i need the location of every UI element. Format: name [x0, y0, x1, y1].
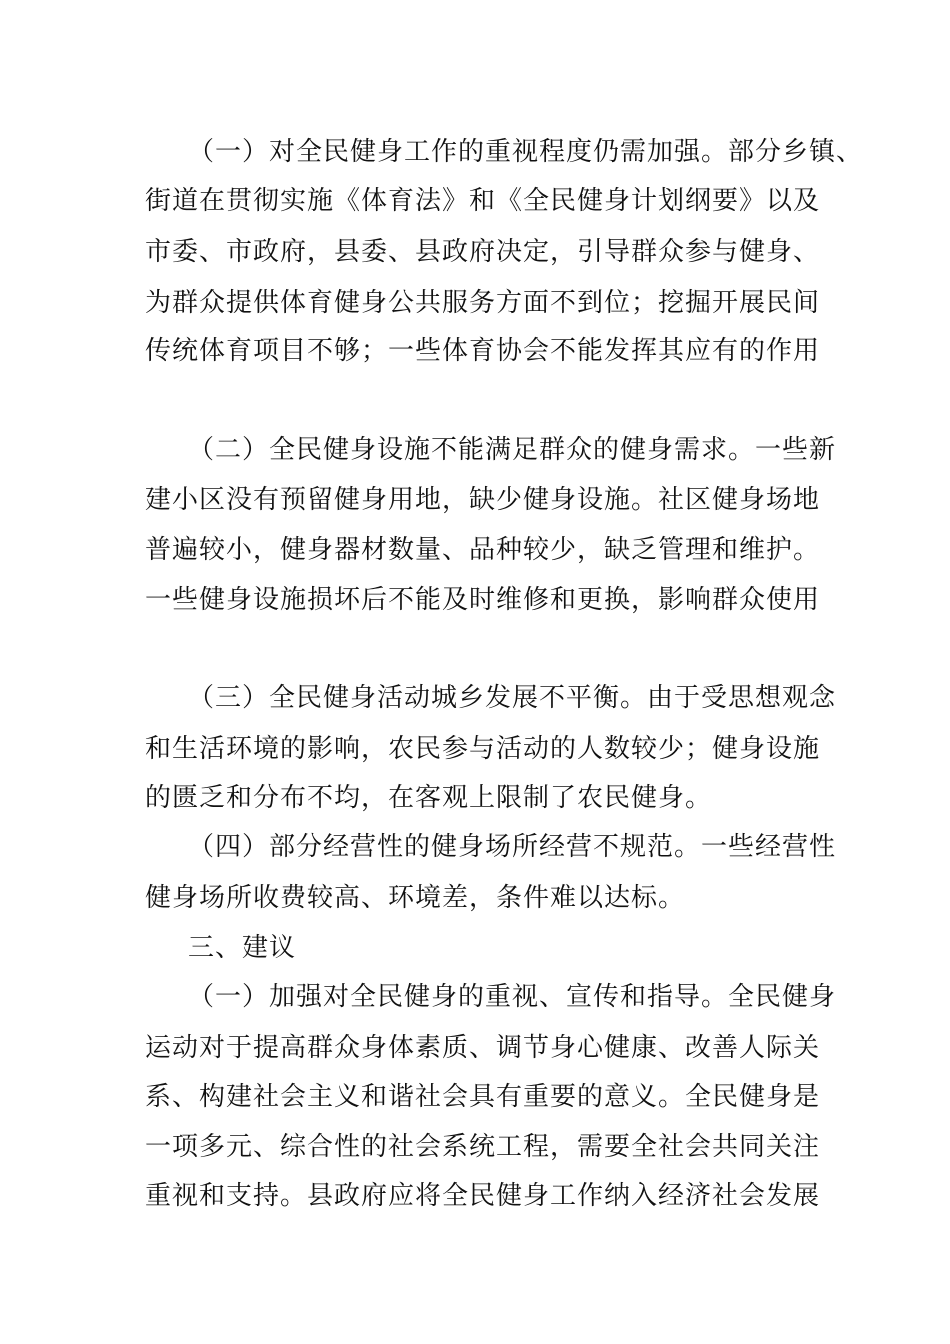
paragraph-1-line-4: 为群众提供体育健身公共服务方面不到位；挖掘开展民间 [145, 288, 821, 318]
paragraph-1-line-1: （一）对全民健身工作的重视程度仍需加强。部分乡镇、 [188, 137, 864, 167]
paragraph-5-line-2: 运动对于提高群众身体素质、调节身心健康、改善人际关 [145, 1033, 821, 1063]
paragraph-5-line-5: 重视和支持。县政府应将全民健身工作纳入经济社会发展 [145, 1181, 821, 1211]
paragraph-5-line-1: （一）加强对全民健身的重视、宣传和指导。全民健身 [188, 982, 837, 1012]
paragraph-1-line-2: 街道在贯彻实施《体育法》和《全民健身计划纲要》以及 [145, 186, 821, 216]
paragraph-2-line-4: 一些健身设施损坏后不能及时维修和更换，影响群众使用 [145, 585, 821, 615]
paragraph-1-line-5: 传统体育项目不够；一些体育协会不能发挥其应有的作用 [145, 336, 821, 366]
paragraph-2-line-1: （二）全民健身设施不能满足群众的健身需求。一些新 [188, 435, 837, 465]
section-heading: 三、建议 [188, 933, 297, 963]
paragraph-5-line-3: 系、构建社会主义和谐社会具有重要的意义。全民健身是 [145, 1082, 821, 1112]
paragraph-4-line-1: （四）部分经营性的健身场所经营不规范。一些经营性 [188, 832, 837, 862]
paragraph-1-line-3: 市委、市政府，县委、县政府决定，引导群众参与健身、 [145, 237, 821, 267]
paragraph-2-line-3: 普遍较小，健身器材数量、品种较少，缺乏管理和维护。 [145, 535, 821, 565]
paragraph-2-line-2: 建小区没有预留健身用地，缺少健身设施。社区健身场地 [145, 485, 821, 515]
paragraph-4-line-2: 健身场所收费较高、环境差，条件难以达标。 [145, 883, 686, 913]
paragraph-5-line-4: 一项多元、综合性的社会系统工程，需要全社会共同关注 [145, 1132, 821, 1162]
paragraph-3-line-1: （三）全民健身活动城乡发展不平衡。由于受思想观念 [188, 683, 837, 713]
paragraph-3-line-3: 的匮乏和分布不均，在客观上限制了农民健身。 [145, 783, 713, 813]
paragraph-3-line-2: 和生活环境的影响，农民参与活动的人数较少；健身设施 [145, 734, 821, 764]
